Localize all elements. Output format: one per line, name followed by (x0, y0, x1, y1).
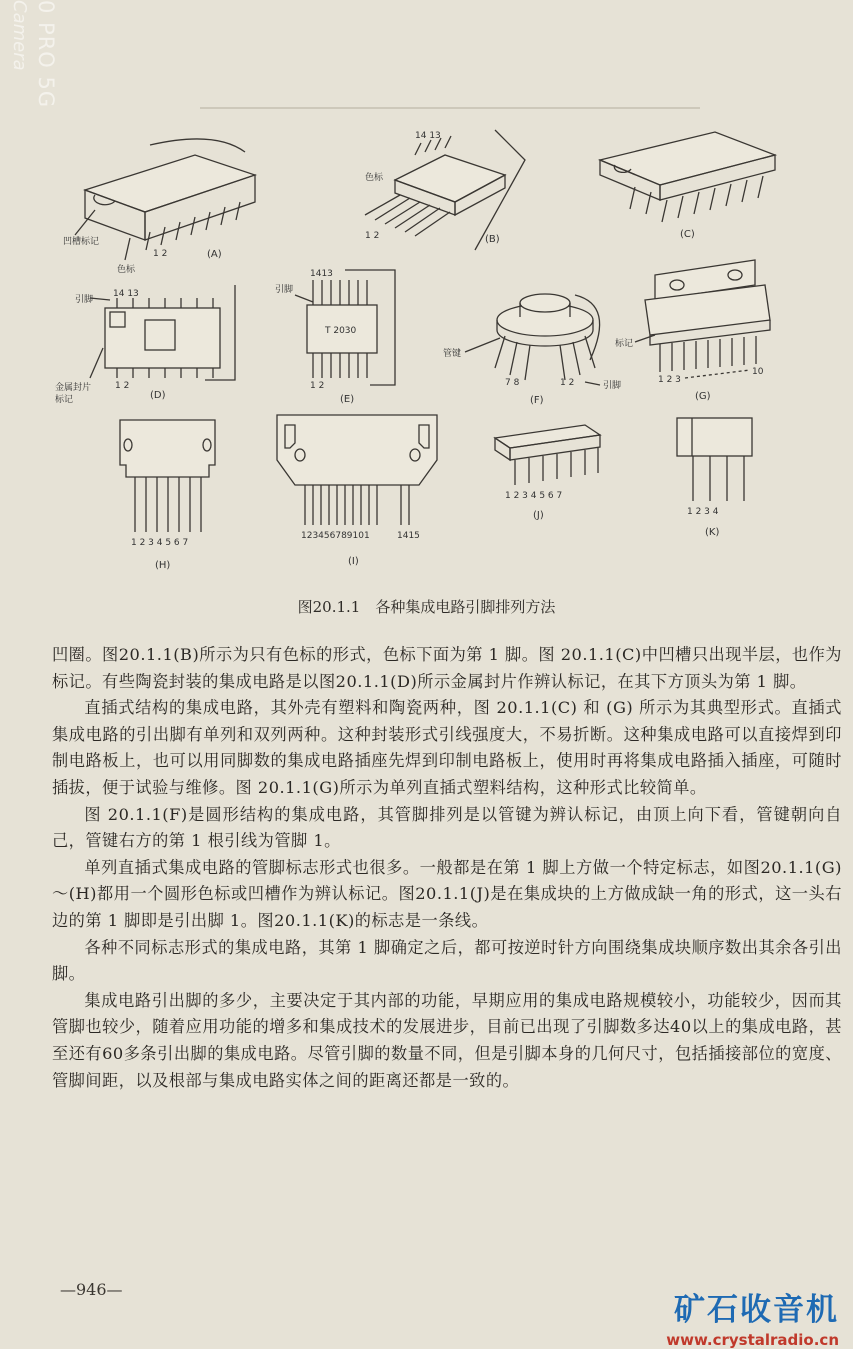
pins-label-f: 引脚 (603, 381, 622, 391)
metal-seal-label-2: 标记 (55, 395, 74, 405)
paragraph: 直插式结构的集成电路，其外壳有塑料和陶瓷两种，图 20.1.1(C) 和 (G) 所示为其典型形式。直插式集成电路的引出脚有单列和双列两种。这种封装形式引线强度大，不易折断。这种集成电路可以直接焊到印制电路板上，也可以用同脚数的集成电路插座先焊到印制电路板上，使用时再将集成电路插入插座，可随时插拔，便于试验与维修。图 20.1.1(G)所示为单列直插式塑料结构，这种形式比较简单。 (52, 698, 842, 797)
tube-key-label: 管键 (443, 349, 462, 359)
paragraph: 集成电路引出脚的多少，主要决定于其内部的功能，早期应用的集成电路规模较小，功能较少，因而其管脚也较少，随着应用功能的增多和集成技术的发展进步，目前已出现了引脚数多达40以上的集成电路，甚至还有60多条引出脚的集成电路。尽管引脚的数量不同，但是引脚本身的几何尺寸，包括插接部位的宽度、管脚间距，以及根部与集成电路实体之间的距离还都是一致的。 (52, 990, 842, 1090)
body-text (52, 642, 842, 1094)
figure-caption: 图20.1.1 各种集成电路引脚排列方法 (297, 598, 556, 616)
diagram-b-top-pins: 14 13 (415, 131, 441, 141)
diagram-j-label: (J) (533, 510, 544, 521)
diagram-f-left-pins: 7 8 (505, 378, 520, 388)
camera-watermark (6, 0, 66, 120)
diagram-a (63, 139, 255, 275)
diagram-g-left-pins: 1 2 3 (658, 375, 681, 385)
chip-marking-text: T 2030 (325, 326, 357, 336)
mark-label-g: 标记 (615, 339, 634, 349)
diagram-f (443, 294, 621, 406)
diagram-b-label: (B) (485, 234, 500, 245)
diagram-g-right-pins: 10 (752, 367, 764, 377)
diagram-e-label: (E) (340, 394, 355, 405)
diagram-d-bottom-pins: 1 2 (115, 381, 130, 391)
diagram-k-pin-numbers: 1 2 3 4 (687, 507, 719, 517)
color-mark-label-b: 色标 (365, 173, 384, 183)
metal-seal-label-1: 金属封片 (55, 383, 92, 393)
pins-label-d: 引脚 (75, 295, 94, 305)
pins-label-e: 引脚 (275, 285, 294, 295)
diagram-g-label: (G) (695, 391, 711, 402)
diagram-e (275, 269, 395, 405)
diagram-d (55, 285, 235, 405)
diagram-f-label: (F) (530, 395, 544, 406)
diagram-d-top-pins: 14 13 (113, 289, 139, 299)
diagram-a-label: (A) (207, 249, 222, 260)
paragraph: 各种不同标志形式的集成电路，其第 1 脚确定之后，都可按逆时针方向围绕集成块顺序数出其余各引出脚。 (52, 937, 842, 984)
site-watermark (639, 1284, 839, 1349)
diagram-h (120, 420, 215, 571)
diagram-j (495, 425, 600, 521)
diagram-k (677, 418, 752, 538)
diagram-b (365, 130, 525, 250)
diagram-j-pin-numbers: 1 2 3 4 5 6 7 (505, 491, 563, 501)
diagram-c (600, 132, 775, 240)
diagram-k-label: (K) (705, 527, 720, 538)
ic-pin-diagrams (55, 120, 835, 600)
diagram-d-label: (D) (150, 390, 166, 401)
site-url: www.crystalradio.cn (666, 1331, 839, 1349)
diagram-h-label: (H) (155, 560, 171, 571)
color-mark-label-a: 色标 (117, 265, 136, 275)
diagram-a-pin-numbers: 1 2 (153, 249, 168, 259)
diagram-c-label: (C) (680, 229, 695, 240)
diagram-b-bottom-pins: 1 2 (365, 231, 380, 241)
faded-header-mark (200, 100, 720, 116)
notch-mark-label: 凹槽标记 (63, 237, 100, 247)
diagram-e-bottom-pins: 1 2 (310, 381, 325, 391)
diagram-e-top-pins: 1413 (310, 269, 333, 279)
camera-model-text: 0 PRO 5G (34, 0, 58, 109)
paragraph: 单列直插式集成电路的管脚标志形式也很多。一般都是在第 1 脚上方做一个特定标志，如图20.1.1(G)～(H)都用一个圆形色标或凹槽作为辨认标记。图20.1.1(J)是在集成块的上方做成缺一角的形式，这一头右边的第 1 脚即是引出脚 1。图20.1.1(K)的标志是一条线。 (52, 857, 842, 930)
diagram-i-label: (I) (348, 556, 359, 567)
diagram-i-left-pins: 123456789101 (301, 531, 370, 541)
diagram-g (615, 260, 770, 402)
camera-label-text: Camera (9, 0, 30, 71)
page-number: —946— (60, 1280, 123, 1299)
site-name: 矿石收音机 (674, 1292, 839, 1328)
paragraph: 凹圈。图20.1.1(B)所示为只有色标的形式，色标下面为第 1 脚。图 20.1.1(C)中凹槽只出现半层，也作为标记。有些陶瓷封装的集成电路是以图20.1.1(D)所示金属封片作辨认标记，在其下方顶头为第 1 脚。 (52, 645, 842, 691)
paragraph: 图 20.1.1(F)是圆形结构的集成电路，其管脚排列是以管键为辨认标记，由顶上向下看，管键朝向自己，管键右方的第 1 根引线为管脚 1。 (52, 804, 842, 851)
diagram-i-right-pins: 1415 (397, 531, 420, 541)
diagram-h-pin-numbers: 1 2 3 4 5 6 7 (131, 538, 189, 548)
faded-page-header (200, 100, 720, 120)
diagram-i (277, 415, 437, 567)
ic-pin-figure (55, 120, 835, 600)
diagram-f-right-pins: 1 2 (560, 378, 575, 388)
